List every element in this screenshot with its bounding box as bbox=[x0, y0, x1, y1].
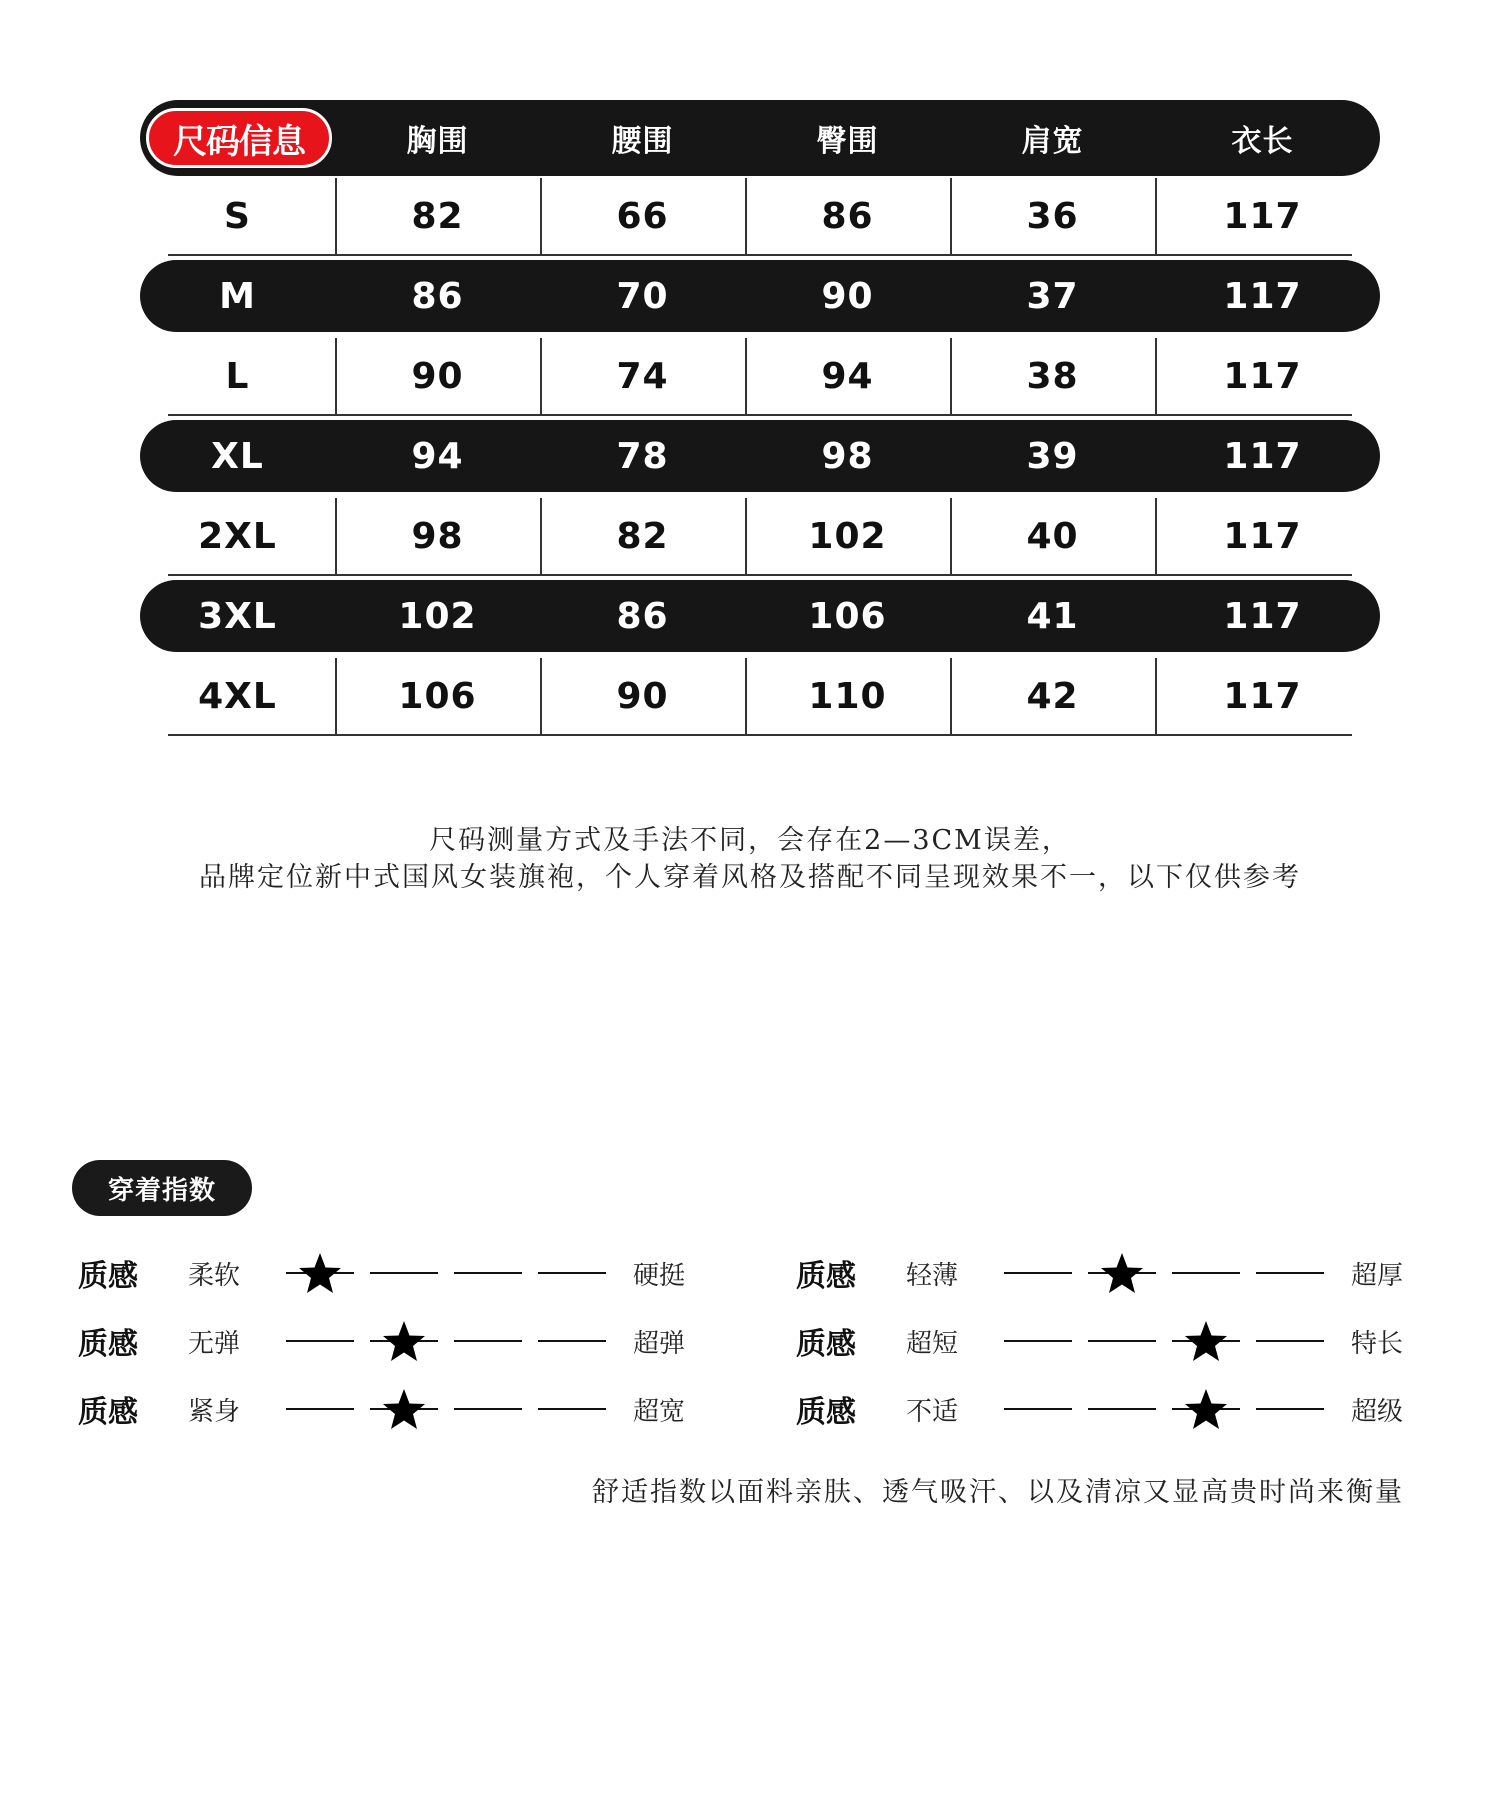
scale-segment bbox=[454, 1408, 522, 1410]
index-high-label: 超弹 bbox=[633, 1328, 686, 1359]
measurement-cell: 117 bbox=[1223, 515, 1302, 557]
measurement-cell: 117 bbox=[1223, 355, 1302, 397]
index-high-label: 特长 bbox=[1351, 1328, 1404, 1359]
measurement-cell: 117 bbox=[1223, 675, 1302, 717]
measurement-cell: 82 bbox=[411, 195, 464, 237]
measurement-cell: 117 bbox=[1223, 195, 1302, 237]
star-icon bbox=[380, 1320, 428, 1362]
table-row bbox=[140, 416, 1380, 496]
measurement-cell: 86 bbox=[616, 595, 669, 637]
size-label: XL bbox=[211, 435, 264, 477]
scale-segment bbox=[370, 1272, 438, 1274]
index-row bbox=[78, 1248, 718, 1298]
measurement-cell: 110 bbox=[808, 675, 887, 717]
measurement-cell: 102 bbox=[808, 515, 887, 557]
index-row bbox=[78, 1384, 718, 1434]
scale-segment bbox=[538, 1272, 606, 1274]
index-row bbox=[796, 1316, 1436, 1366]
measurement-cell: 74 bbox=[616, 355, 669, 397]
measurement-cell: 102 bbox=[398, 595, 477, 637]
index-label: 质感 bbox=[78, 1395, 138, 1430]
measurement-cell: 38 bbox=[1026, 355, 1079, 397]
scale-segment bbox=[538, 1340, 606, 1342]
table-row bbox=[140, 656, 1380, 736]
table-body bbox=[140, 176, 1380, 736]
scale-segment bbox=[1256, 1272, 1324, 1274]
index-low-label: 紧身 bbox=[188, 1396, 241, 1427]
style-note: 品牌定位新中式国风女装旗袍，个人穿着风格及搭配不同呈现效果不一，以下仅供参考 bbox=[199, 862, 1301, 893]
star-icon bbox=[1182, 1320, 1230, 1362]
index-row bbox=[78, 1316, 718, 1366]
index-high-label: 超级 bbox=[1351, 1396, 1404, 1427]
table-row bbox=[140, 576, 1380, 656]
index-high-label: 超厚 bbox=[1351, 1260, 1404, 1291]
table-row bbox=[140, 256, 1380, 336]
index-low-label: 超短 bbox=[906, 1328, 959, 1359]
measurement-cell: 36 bbox=[1026, 195, 1079, 237]
index-label: 质感 bbox=[796, 1259, 856, 1294]
index-low-label: 不适 bbox=[906, 1396, 959, 1427]
measurement-cell: 82 bbox=[616, 515, 669, 557]
scale-segment bbox=[1004, 1408, 1072, 1410]
scale-segment bbox=[1256, 1340, 1324, 1342]
index-label: 质感 bbox=[78, 1327, 138, 1362]
size-info-badge: 尺码信息 bbox=[146, 108, 332, 168]
scale-segment bbox=[1088, 1340, 1156, 1342]
measurement-cell: 70 bbox=[616, 275, 669, 317]
measurement-cell: 117 bbox=[1223, 595, 1302, 637]
index-label: 质感 bbox=[796, 1395, 856, 1430]
measurement-cell: 98 bbox=[821, 435, 874, 477]
size-table bbox=[140, 100, 1380, 736]
scale-segment bbox=[1088, 1408, 1156, 1410]
scale-segment bbox=[1004, 1272, 1072, 1274]
measurement-cell: 117 bbox=[1223, 275, 1302, 317]
scale-segment bbox=[1172, 1272, 1240, 1274]
index-row bbox=[796, 1248, 1436, 1298]
comfort-footnote: 舒适指数以面料亲肤、透气吸汗、以及清凉又显高贵时尚来衡量 bbox=[592, 1477, 1404, 1508]
measurement-cell: 90 bbox=[411, 355, 464, 397]
star-icon bbox=[296, 1252, 344, 1294]
measurement-cell: 98 bbox=[411, 515, 464, 557]
star-icon bbox=[1182, 1388, 1230, 1430]
column-header: 胸围 bbox=[406, 124, 469, 159]
index-high-label: 硬挺 bbox=[633, 1260, 686, 1291]
index-label: 质感 bbox=[78, 1259, 138, 1294]
scale-segment bbox=[286, 1340, 354, 1342]
star-icon bbox=[380, 1388, 428, 1430]
wearing-index-title: 穿着指数 bbox=[72, 1160, 252, 1216]
star-icon bbox=[1098, 1252, 1146, 1294]
index-low-label: 无弹 bbox=[188, 1328, 241, 1359]
measurement-note: 尺码测量方式及手法不同，会存在2—3CM误差， bbox=[429, 825, 1071, 856]
measurement-cell: 42 bbox=[1026, 675, 1079, 717]
measurement-cell: 86 bbox=[411, 275, 464, 317]
column-header: 臀围 bbox=[816, 124, 879, 159]
size-label: 4XL bbox=[198, 675, 277, 717]
index-low-label: 轻薄 bbox=[906, 1260, 959, 1291]
scale-segment bbox=[1256, 1408, 1324, 1410]
index-high-label: 超宽 bbox=[633, 1396, 686, 1427]
size-label: L bbox=[225, 355, 250, 397]
size-label: 3XL bbox=[198, 595, 277, 637]
measurement-cell: 90 bbox=[821, 275, 874, 317]
scale-segment bbox=[1004, 1340, 1072, 1342]
scale-segment bbox=[454, 1272, 522, 1274]
measurement-cell: 117 bbox=[1223, 435, 1302, 477]
scale-segment bbox=[454, 1340, 522, 1342]
measurement-cell: 94 bbox=[821, 355, 874, 397]
table-row bbox=[140, 496, 1380, 576]
measurement-cell: 66 bbox=[616, 195, 669, 237]
measurement-cell: 39 bbox=[1026, 435, 1079, 477]
measurement-cell: 40 bbox=[1026, 515, 1079, 557]
scale-segment bbox=[538, 1408, 606, 1410]
table-row bbox=[140, 176, 1380, 256]
measurement-cell: 106 bbox=[398, 675, 477, 717]
measurement-cell: 106 bbox=[808, 595, 887, 637]
size-label: M bbox=[219, 275, 256, 317]
table-row bbox=[140, 336, 1380, 416]
measurement-cell: 37 bbox=[1026, 275, 1079, 317]
measurement-cell: 90 bbox=[616, 675, 669, 717]
scale-segment bbox=[286, 1408, 354, 1410]
column-header: 衣长 bbox=[1231, 124, 1294, 159]
measurement-cell: 41 bbox=[1026, 595, 1079, 637]
index-low-label: 柔软 bbox=[188, 1260, 241, 1291]
size-label: S bbox=[224, 195, 251, 237]
table-header-row bbox=[140, 100, 1380, 176]
measurement-cell: 94 bbox=[411, 435, 464, 477]
column-header: 肩宽 bbox=[1021, 124, 1084, 159]
index-row bbox=[796, 1384, 1436, 1434]
measurement-cell: 78 bbox=[616, 435, 669, 477]
index-label: 质感 bbox=[796, 1327, 856, 1362]
measurement-cell: 86 bbox=[821, 195, 874, 237]
column-header: 腰围 bbox=[611, 124, 674, 159]
size-label: 2XL bbox=[198, 515, 277, 557]
